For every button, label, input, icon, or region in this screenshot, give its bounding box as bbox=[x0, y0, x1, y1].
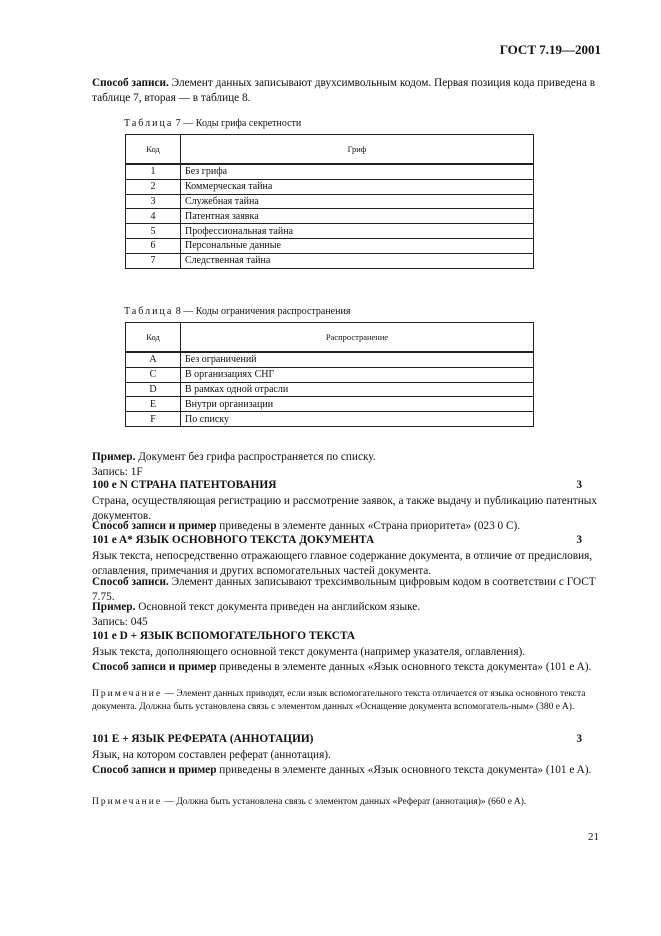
table-row bbox=[126, 253, 534, 268]
table-row bbox=[126, 412, 534, 427]
method-text: Элемент данных записывают двухсимвольным кодом. Первая позиция кода приведена в таблице 7, вторая — в таблице 8. bbox=[92, 77, 596, 104]
section-101a-record: Запись: 045 bbox=[92, 616, 148, 628]
code-cell: 6 bbox=[126, 238, 181, 253]
table-row bbox=[126, 209, 534, 224]
section-100-desc: Страна, осуществляющая регистрацию и рассмотрение заявок, а также выдачу и публикацию патентных документов. bbox=[92, 495, 597, 522]
code-cell: 1 bbox=[126, 164, 181, 179]
section-100-method-text: приведены в элементе данных «Страна приоритета» (023 0 C). bbox=[216, 520, 521, 532]
section-101e-note-text: — Должна быть установлена связь с элементом данных «Реферат (аннотация)» (660 e A). bbox=[162, 797, 527, 807]
table-row bbox=[126, 382, 534, 397]
value-cell: Без грифа bbox=[181, 164, 534, 179]
page-number: 21 bbox=[588, 831, 599, 843]
table-row bbox=[126, 397, 534, 412]
table8-caption-text: 8 — Коды ограничения распространения bbox=[173, 306, 351, 317]
value-cell: Служебная тайна bbox=[181, 194, 534, 209]
example-record: Запись: 1F bbox=[92, 466, 143, 478]
section-101d-method-text: приведены в элементе данных «Язык основного текста документа» (101 e A). bbox=[216, 661, 592, 673]
table8-header-code: Код bbox=[126, 323, 181, 353]
value-cell: Профессиональная тайна bbox=[181, 224, 534, 239]
table7-header-code: Код bbox=[126, 135, 181, 165]
section-101e-method-text: приведены в элементе данных «Язык основного текста документа» (101 e A). bbox=[216, 764, 592, 776]
table8-caption-word: Таблица bbox=[124, 306, 174, 317]
value-cell: Персональные данные bbox=[181, 238, 534, 253]
section-101d-title: 101 e D + ЯЗЫК ВСПОМОГАТЕЛЬНОГО ТЕКСТА bbox=[92, 630, 356, 642]
table8 bbox=[125, 322, 534, 427]
section-101d-method-label: Способ записи и пример bbox=[92, 661, 217, 673]
table7-caption-word: Таблица bbox=[124, 118, 174, 129]
table7 bbox=[125, 134, 534, 269]
table7-caption-text: 7 — Коды грифа секретности bbox=[173, 118, 302, 129]
section-100-title: 100 e N СТРАНА ПАТЕНТОВАНИЯ bbox=[92, 479, 277, 491]
section-101e-note-word: Примечание bbox=[92, 797, 163, 807]
section-101e-level: 3 bbox=[576, 733, 582, 745]
table-row bbox=[126, 164, 534, 179]
table-row bbox=[126, 179, 534, 194]
section-101d-note-text: — Элемент данных приводят, если язык вспомогательного текста отличается от языка основного текста документа. Должна быть установлена связь с элементом данных «Оснащение документа вспомогатель-ным» (380 e A). bbox=[92, 689, 586, 712]
method-intro-paragraph bbox=[92, 76, 599, 106]
table-row bbox=[126, 352, 534, 367]
table-row bbox=[126, 224, 534, 239]
section-100-level: 3 bbox=[576, 479, 582, 491]
section-101e-title: 101 E + ЯЗЫК РЕФЕРАТА (АННОТАЦИИ) bbox=[92, 733, 314, 745]
value-cell: В рамках одной отрасли bbox=[181, 382, 534, 397]
section-100-method-label: Способ записи и пример bbox=[92, 520, 217, 532]
table8-caption bbox=[124, 306, 350, 317]
method-label: Способ записи. bbox=[92, 77, 169, 89]
table-row bbox=[126, 238, 534, 253]
section-101a-method-label: Способ записи. bbox=[92, 576, 169, 588]
value-cell: По списку bbox=[181, 412, 534, 427]
code-cell: 2 bbox=[126, 179, 181, 194]
value-cell: Следственная тайна bbox=[181, 253, 534, 268]
section-101d-note bbox=[92, 688, 599, 714]
code-cell: A bbox=[126, 352, 181, 367]
section-101a-title: 101 e A* ЯЗЫК ОСНОВНОГО ТЕКСТА ДОКУМЕНТА bbox=[92, 534, 375, 546]
section-101e-note bbox=[92, 796, 599, 809]
section-101e-desc: Язык, на котором составлен реферат (аннотация). bbox=[92, 749, 331, 761]
section-101d-note-word: Примечание bbox=[92, 689, 163, 699]
section-101d-heading bbox=[92, 630, 582, 642]
code-cell: D bbox=[126, 382, 181, 397]
section-101a-method-text: Элемент данных записывают трехсимвольным цифровым кодом в соответствии с ГОСТ 7.75. bbox=[92, 576, 596, 603]
section-101a-example-label: Пример. bbox=[92, 601, 136, 613]
code-cell: F bbox=[126, 412, 181, 427]
table7-caption bbox=[124, 118, 301, 129]
section-101a-example-text: Основной текст документа приведен на английском языке. bbox=[135, 601, 421, 613]
section-100-method bbox=[92, 519, 599, 534]
code-cell: 7 bbox=[126, 253, 181, 268]
section-101a-level: 3 bbox=[576, 534, 582, 546]
example-label: Пример. bbox=[92, 451, 136, 463]
section-101e-heading bbox=[92, 733, 582, 745]
example-paragraph bbox=[92, 450, 599, 465]
section-101e-method-label: Способ записи и пример bbox=[92, 764, 217, 776]
document-header: ГОСТ 7.19—2001 bbox=[499, 42, 601, 57]
table7-body bbox=[126, 164, 534, 268]
table8-body bbox=[126, 352, 534, 426]
table-row bbox=[126, 367, 534, 382]
table8-header-value: Распространение bbox=[181, 323, 534, 353]
section-101d-method bbox=[92, 660, 599, 675]
section-101e-method bbox=[92, 763, 599, 778]
code-cell: C bbox=[126, 367, 181, 382]
code-cell: 4 bbox=[126, 209, 181, 224]
value-cell: Патентная заявка bbox=[181, 209, 534, 224]
table7-header-value: Гриф bbox=[181, 135, 534, 165]
code-cell: 3 bbox=[126, 194, 181, 209]
value-cell: В организациях СНГ bbox=[181, 367, 534, 382]
section-101a-example bbox=[92, 600, 599, 615]
value-cell: Внутри организации bbox=[181, 397, 534, 412]
value-cell: Коммерческая тайна bbox=[181, 179, 534, 194]
example-text: Документ без грифа распространяется по списку. bbox=[135, 451, 376, 463]
code-cell: 5 bbox=[126, 224, 181, 239]
section-100-heading bbox=[92, 479, 582, 491]
section-101a-heading bbox=[92, 534, 582, 546]
section-101a-desc: Язык текста, непосредственно отражающего главное содержание документа, в отличие от предисловия, оглавления, примечания и других вспомогательных частей документа. bbox=[92, 550, 593, 577]
value-cell: Без ограничений bbox=[181, 352, 534, 367]
section-101d-desc: Язык текста, дополняющего основной текст документа (например указателя, оглавления). bbox=[92, 646, 526, 658]
table-row bbox=[126, 194, 534, 209]
code-cell: E bbox=[126, 397, 181, 412]
